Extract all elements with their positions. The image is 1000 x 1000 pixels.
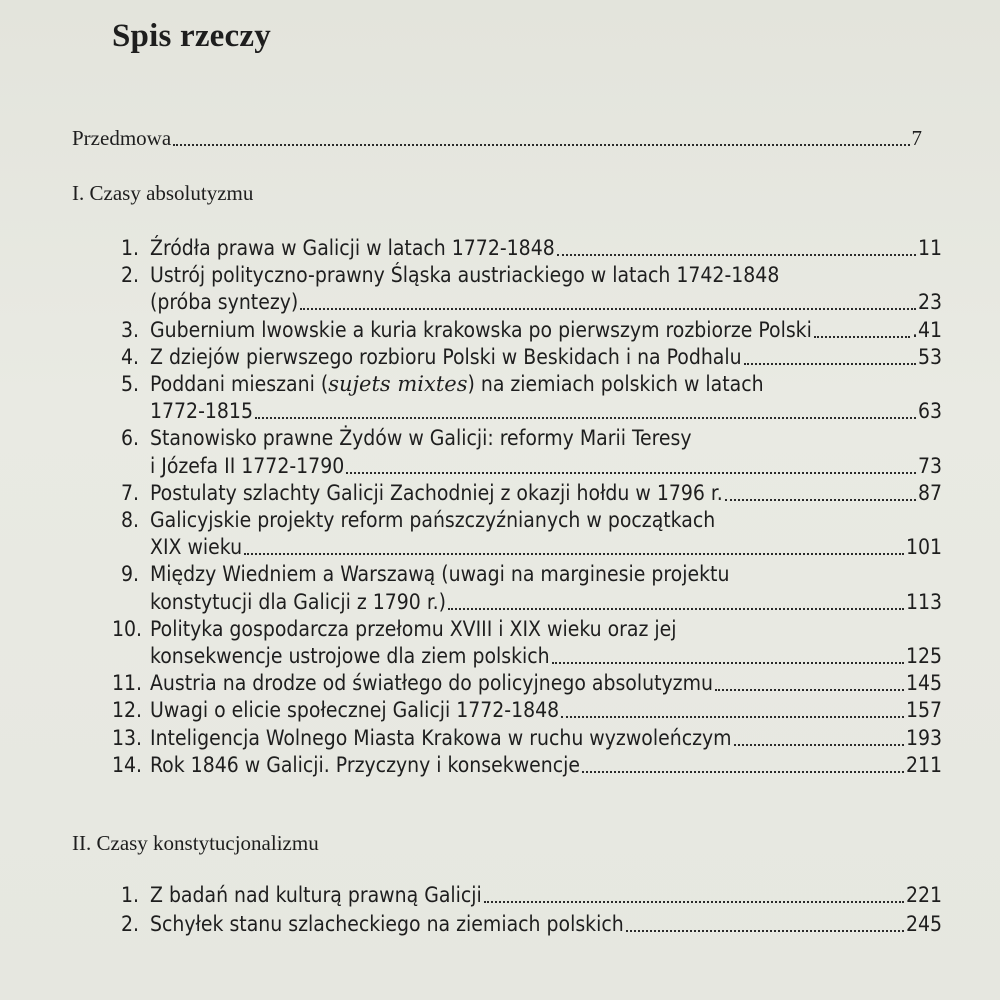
toc-entry-line[interactable]	[0, 505, 1000, 535]
toc-entry-line[interactable]	[0, 880, 1000, 910]
toc-entry-line[interactable]	[0, 641, 1000, 671]
toc-entry-line[interactable]	[0, 342, 1000, 372]
dot-leader	[173, 143, 909, 146]
toc-entry-number: 1.	[121, 236, 140, 260]
toc-entry-line[interactable]	[0, 587, 1000, 617]
dot-leader	[300, 307, 916, 310]
toc-entry-title	[150, 505, 715, 535]
toc-entry-number: 2.	[121, 912, 140, 936]
toc-entry-preface[interactable]	[0, 123, 1000, 153]
dot-leader	[626, 929, 904, 932]
toc-entry-title: Schyłek stanu szlacheckiego na ziemiach polskich	[150, 912, 624, 936]
toc-entry-title: Z badań nad kulturą prawną Galicji	[150, 883, 482, 907]
toc-entry-number: 8.	[121, 508, 140, 532]
dot-leader	[715, 688, 904, 691]
toc-entry-text: ) na ziemiach polskich w latach	[467, 372, 764, 396]
toc-entry-title: Inteligencja Wolnego Miasta Krakowa w ruchu wyzwoleńczym	[150, 725, 732, 750]
toc-entry-title	[150, 423, 692, 453]
toc-entry-line[interactable]	[0, 260, 1000, 290]
dot-leader	[244, 552, 904, 555]
toc-entry-number: 2.	[121, 263, 140, 288]
dot-leader	[744, 362, 916, 365]
toc-entry-text: Poddani mieszani (	[150, 372, 329, 396]
toc-page-number: 53	[917, 344, 942, 369]
toc-entry-line[interactable]	[0, 532, 1000, 562]
toc-entry-line[interactable]	[0, 396, 1000, 426]
section-heading: I. Czasy absolutyzmu	[72, 181, 254, 205]
toc-entry-line[interactable]	[0, 423, 1000, 453]
toc-entry-line[interactable]	[0, 559, 1000, 589]
toc-entry-title: Źródła prawa w Galicji w latach 1772-1848	[150, 236, 555, 260]
toc-page-number: 113	[905, 589, 942, 614]
dot-leader	[255, 416, 916, 419]
toc-entry-line[interactable]	[0, 750, 1000, 780]
toc-entry-title	[150, 369, 764, 399]
dot-leader	[725, 498, 916, 501]
toc-entry-number: 4.	[121, 344, 140, 369]
toc-entry-line[interactable]	[0, 909, 1000, 939]
toc-entry-line[interactable]	[0, 233, 1000, 263]
toc-entry-number: 10.	[112, 616, 143, 641]
toc-entry-title: Rok 1846 w Galicji. Przyczyny i konsekwencje	[150, 752, 581, 777]
dot-leader	[484, 900, 904, 903]
toc-entry-text: Między Wiedniem a Warszawą (uwagi na marginesie projektu	[150, 562, 730, 587]
toc-entry-title: (próba syntezy)	[150, 290, 299, 315]
toc-page-number: 211	[905, 752, 942, 777]
toc-entry-title	[150, 559, 729, 589]
toc-entry-line[interactable]	[0, 287, 1000, 317]
toc-entry-line[interactable]	[0, 451, 1000, 481]
toc-entry-title: Gubernium lwowskie a kuria krakowska po pierwszym rozbiorze Polski	[150, 317, 812, 342]
dot-leader	[734, 743, 904, 746]
toc-page-number: 145	[905, 671, 942, 696]
toc-entry-number: 12.	[112, 698, 143, 723]
toc-entry-title: XIX wieku	[150, 535, 243, 560]
toc-entry-title: Austria na drodze od światłego do policyjnego absolutyzmu	[150, 671, 713, 696]
toc-entry-text: Galicyjskie projekty reform pańszczyźnianych w początkach	[150, 508, 716, 532]
toc-entry-title	[150, 260, 779, 290]
toc-entry-italic: sujets mixtes	[328, 372, 468, 396]
toc-entry-number: 6.	[121, 426, 140, 451]
toc-entry-line[interactable]	[0, 695, 1000, 725]
toc-entry-line[interactable]	[0, 315, 1000, 345]
toc-entry-number: 14.	[112, 752, 143, 777]
toc-entry-title: i Józefa II 1772-1790	[150, 453, 345, 478]
toc-entry-title: Z dziejów pierwszego rozbioru Polski w Beskidach i na Podhalu	[150, 344, 742, 369]
toc-entry-line[interactable]	[0, 369, 1000, 399]
toc-entry-title: Postulaty szlachty Galicji Zachodniej z okazji hołdu w 1796 r.	[150, 480, 723, 505]
toc-page-number: 221	[905, 883, 942, 907]
toc-entry-number: 1.	[121, 883, 140, 907]
dot-leader	[552, 661, 904, 664]
toc-entry-line[interactable]	[0, 614, 1000, 644]
toc-entry-title: konstytucji dla Galicji z 1790 r.)	[150, 589, 447, 614]
toc-entry-line[interactable]	[0, 478, 1000, 508]
toc-page-number: 11	[917, 236, 942, 260]
toc-page-number: 101	[905, 535, 942, 560]
dot-leader	[557, 253, 916, 256]
toc-entry-number: 7.	[121, 480, 140, 505]
toc-entry-title: Uwagi o elicie społecznej Galicji 1772-1848	[150, 698, 560, 723]
toc-entry-number: 3.	[121, 317, 140, 342]
toc-page-number: 157	[905, 698, 942, 723]
toc-page-number: 23	[917, 290, 942, 315]
page-title: Spis rzeczy	[112, 18, 271, 54]
toc-page-number: 193	[905, 725, 942, 750]
dot-leader	[561, 715, 904, 718]
toc-entry-number: 5.	[121, 372, 140, 396]
toc-entry-label: Przedmowa	[72, 126, 172, 150]
dot-leader	[448, 607, 904, 610]
toc-entry-number: 11.	[112, 671, 143, 696]
toc-page-number: 7	[911, 126, 922, 150]
section-heading: II. Czasy konstytucjonalizmu	[72, 831, 319, 855]
toc-entry-number: 9.	[121, 562, 140, 587]
toc-entry-title: konsekwencje ustrojowe dla ziem polskich	[150, 644, 550, 668]
toc-page-number: 87	[917, 480, 942, 505]
toc-entry-title	[150, 614, 677, 644]
toc-entry-number: 13.	[112, 725, 143, 750]
toc-entry-text: Ustrój polityczno-prawny Śląska austriackiego w latach 1742-1848	[150, 263, 780, 288]
toc-entry-title: 1772-1815	[150, 399, 253, 424]
dot-leader	[582, 770, 904, 773]
toc-page-number: 245	[905, 912, 942, 936]
toc-entry-line[interactable]	[0, 668, 1000, 698]
toc-entry-line[interactable]	[0, 723, 1000, 753]
dot-leader	[814, 335, 910, 338]
toc-page-number: .41	[911, 317, 942, 342]
toc-page-number: 63	[917, 399, 942, 424]
toc-entry-text: Polityka gospodarcza przełomu XVIII i XIX wieku oraz jej	[150, 616, 677, 641]
dot-leader	[346, 471, 916, 474]
toc-page-number: 125	[905, 644, 942, 668]
toc-page-number: 73	[917, 453, 942, 478]
toc-entry-text: Stanowisko prawne Żydów w Galicji: reformy Marii Teresy	[150, 426, 692, 451]
